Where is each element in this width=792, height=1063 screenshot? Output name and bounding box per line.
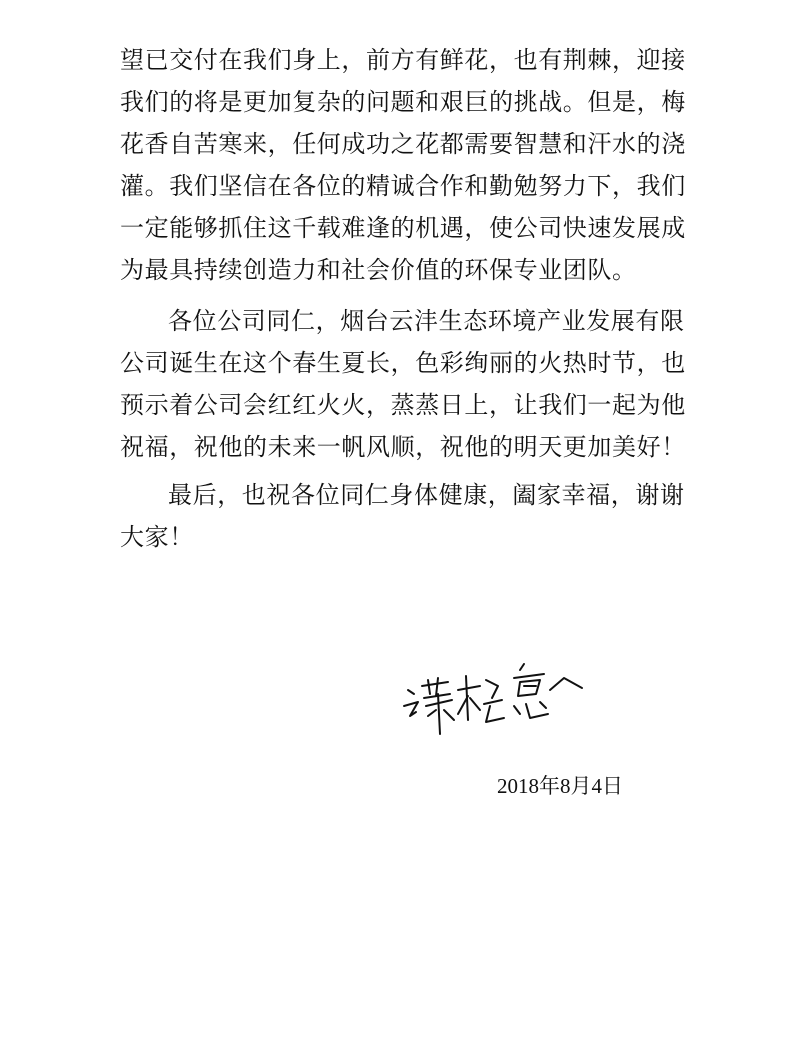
paragraph-2-line-4: 祝福，祝他的未来一帆风顺，祝他的明天更加美好！: [120, 433, 686, 461]
letter-date: 2018年8月4日: [497, 774, 623, 798]
paragraph-1-line-5: 一定能够抓住这千载难逢的机遇，使公司快速发展成: [120, 214, 686, 242]
paragraph-1-line-4: 灌。我们坚信在各位的精诚合作和勤勉努力下，我们: [120, 172, 686, 200]
paragraph-2-line-2: 公司诞生在这个春生夏长，色彩绚丽的火热时节，也: [120, 349, 686, 377]
paragraph-1-line-2: 我们的将是更加复杂的问题和艰巨的挑战。但是，梅: [120, 88, 686, 116]
paragraph-1-line-3: 花香自苦寒来，任何成功之花都需要智慧和汗水的浇: [120, 130, 686, 158]
paragraph-1-line-1: 望已交付在我们身上，前方有鲜花，也有荆棘，迎接: [120, 46, 686, 74]
paragraph-2-line-1: 各位公司同仁，烟台云沣生态环境产业发展有限: [168, 307, 685, 335]
handwritten-signature: [400, 650, 590, 745]
paragraph-2-line-3: 预示着公司会红红火火，蒸蒸日上，让我们一起为他: [120, 391, 686, 419]
paragraph-3-line-1: 最后，也祝各位同仁身体健康，阖家幸福，谢谢: [168, 481, 685, 509]
paragraph-3-line-2: 大家！: [120, 523, 194, 551]
paragraph-1-line-6: 为最具持续创造力和社会价值的环保专业团队。: [120, 256, 637, 284]
